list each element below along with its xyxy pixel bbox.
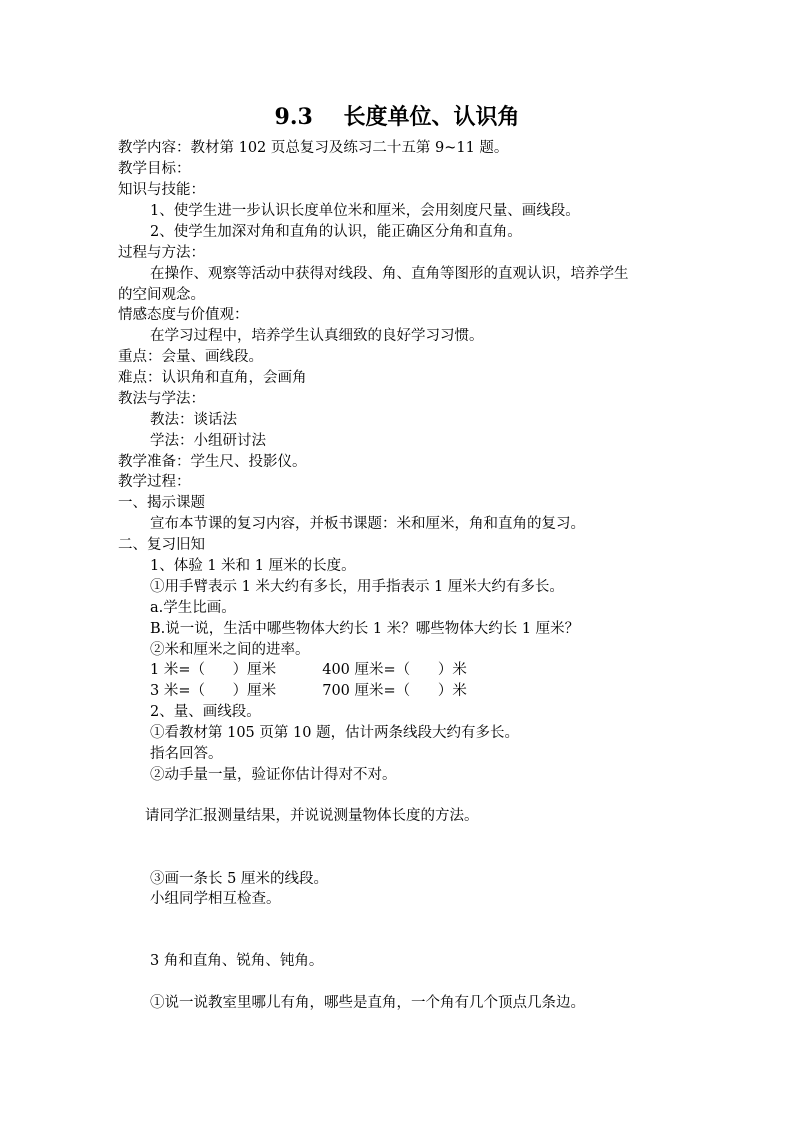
content-line: 在学习过程中，培养学生认真细致的良好学习习惯。 (150, 328, 484, 344)
content-line: 情感态度与价值观： (118, 307, 249, 323)
content-line: 教学内容：教材第 102 页总复习及练习二十五第 9~11 题。 (118, 140, 509, 156)
content-line: 1、使学生进一步认识长度单位米和厘米，会用刻度尺量、画线段。 (150, 203, 580, 219)
content-line: 3 角和直角、锐角、钝角。 (150, 953, 324, 969)
content-line: 3 米=（ ）厘米 700 厘米=（ ）米 (150, 683, 467, 699)
content-line: 教学目标： (118, 161, 191, 177)
content-line: B.说一说，生活中哪些物体大约长 1 米？哪些物体大约长 1 厘米？ (150, 621, 580, 637)
content-line: 2、使学生加深对角和直角的认识，能正确区分角和直角。 (150, 224, 522, 240)
content-line: 小组同学相互检查。 (150, 891, 281, 907)
content-line: ②米和厘米之间的进率。 (150, 642, 310, 658)
content-line: a.学生比画。 (150, 600, 236, 616)
content-line: 1 米=（ ）厘米 400 厘米=（ ）米 (150, 662, 467, 678)
content-line: ①说一说教室里哪儿有角，哪些是直角，一个角有几个顶点几条边。 (150, 995, 585, 1011)
content-line: ③画一条长 5 厘米的线段。 (150, 871, 328, 887)
content-line: 教学准备：学生尺、投影仪。 (118, 454, 307, 470)
page-title: 9.3 长度单位、认识角 (274, 104, 520, 130)
content-line: 二、复习旧知 (118, 537, 205, 553)
content-line: 重点：会量、画线段。 (118, 349, 263, 365)
content-line: ②动手量一量，验证你估计得对不对。 (150, 767, 397, 783)
content-line: 教学过程： (118, 474, 191, 490)
content-line: 一、揭示课题 (118, 495, 205, 511)
content-line: ①用手臂表示 1 米大约有多长，用手指表示 1 厘米大约有多长。 (150, 579, 564, 595)
content-line: 宣布本节课的复习内容，并板书课题：米和厘米，角和直角的复习。 (150, 516, 585, 532)
content-line: 教法：谈话法 (150, 412, 237, 428)
content-line: ①看教材第 105 页第 10 题，估计两条线段大约有多长。 (150, 725, 520, 741)
content-line: 2、量、画线段。 (150, 704, 261, 720)
content-line: 1、体验 1 米和 1 厘米的长度。 (150, 558, 356, 574)
content-line: 教法与学法： (118, 391, 205, 407)
content-line: 的空间观念。 (118, 287, 205, 303)
content-line: 难点：认识角和直角，会画角 (118, 370, 307, 386)
content-line: 知识与技能： (118, 182, 205, 198)
content-line: 指名回答。 (150, 746, 223, 762)
content-line: 过程与方法： (118, 245, 205, 261)
content-line: 请同学汇报测量结果，并说说测量物体长度的方法。 (145, 808, 479, 824)
content-line: 在操作、观察等活动中获得对线段、角、直角等图形的直观认识，培养学生 (150, 266, 629, 282)
content-line: 学法：小组研讨法 (150, 433, 266, 449)
